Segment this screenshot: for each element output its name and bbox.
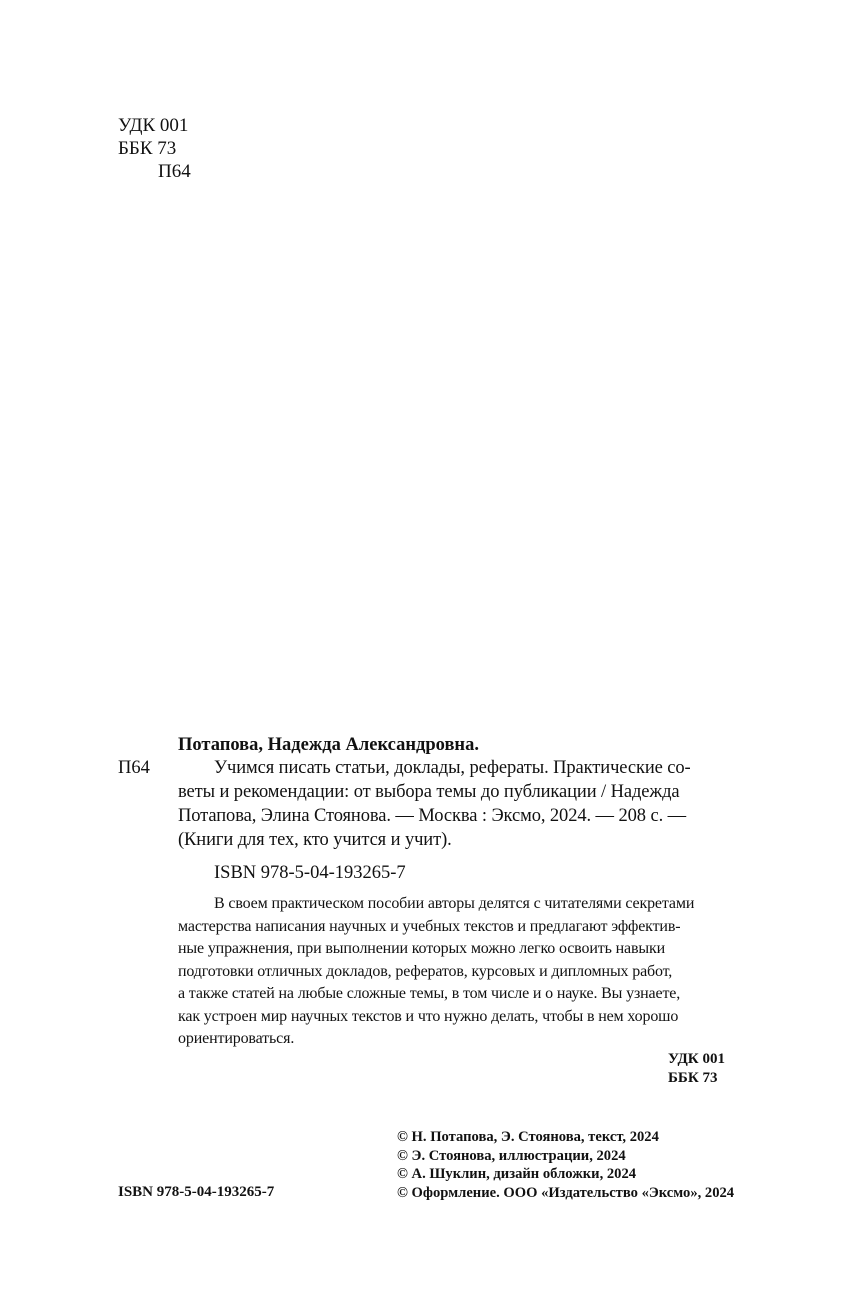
annotation-line-1: В своем практическом пособии авторы делятся с читателями секретами (214, 895, 695, 912)
bib-line-3: Потапова, Элина Стоянова. — Москва : Эксмо, 2024. — 208 с. — (178, 806, 687, 826)
annotation-line-5: а также статей на любые сложные темы, в том числе и о науке. Вы узнаете, (178, 985, 681, 1002)
udk-code-bottom: УДК 001 (668, 1051, 725, 1067)
annotation-line-3: ные упражнения, при выполнении которых можно легко освоить навыки (178, 940, 665, 957)
bib-line-1: Учимся писать статьи, доклады, рефераты. Практические со- (214, 758, 691, 778)
copyright-line-3: © А. Шуклин, дизайн обложки, 2024 (397, 1166, 637, 1182)
author-mark: П64 (118, 758, 150, 778)
bbk-code-top: ББК 73 (118, 138, 177, 159)
isbn-main: ISBN 978-5-04-193265-7 (214, 863, 406, 883)
isbn-bottom: ISBN 978-5-04-193265-7 (118, 1184, 275, 1200)
author-name: Потапова, Надежда Александровна. (178, 735, 479, 755)
annotation-line-2: мастерства написания научных и учебных текстов и предлагают эффектив- (178, 918, 681, 935)
annotation-line-7: ориентироваться. (178, 1030, 295, 1047)
annotation-line-4: подготовки отличных докладов, рефератов, курсовых и дипломных работ, (178, 963, 673, 980)
author-mark-top: П64 (158, 161, 191, 182)
udk-code-top: УДК 001 (118, 115, 189, 136)
bib-line-4: (Книги для тех, кто учится и учит). (178, 830, 452, 850)
copyright-line-1: © Н. Потапова, Э. Стоянова, текст, 2024 (397, 1129, 659, 1145)
annotation-line-6: как устроен мир научных текстов и что нужно делать, чтобы в нем хорошо (178, 1008, 679, 1025)
bib-line-2: веты и рекомендации: от выбора темы до публикации / Надежда (178, 782, 680, 802)
copyright-line-2: © Э. Стоянова, иллюстрации, 2024 (397, 1148, 626, 1164)
copyright-line-4: © Оформление. ООО «Издательство «Эксмо», 2024 (397, 1185, 735, 1201)
bbk-code-bottom: ББК 73 (668, 1070, 718, 1086)
